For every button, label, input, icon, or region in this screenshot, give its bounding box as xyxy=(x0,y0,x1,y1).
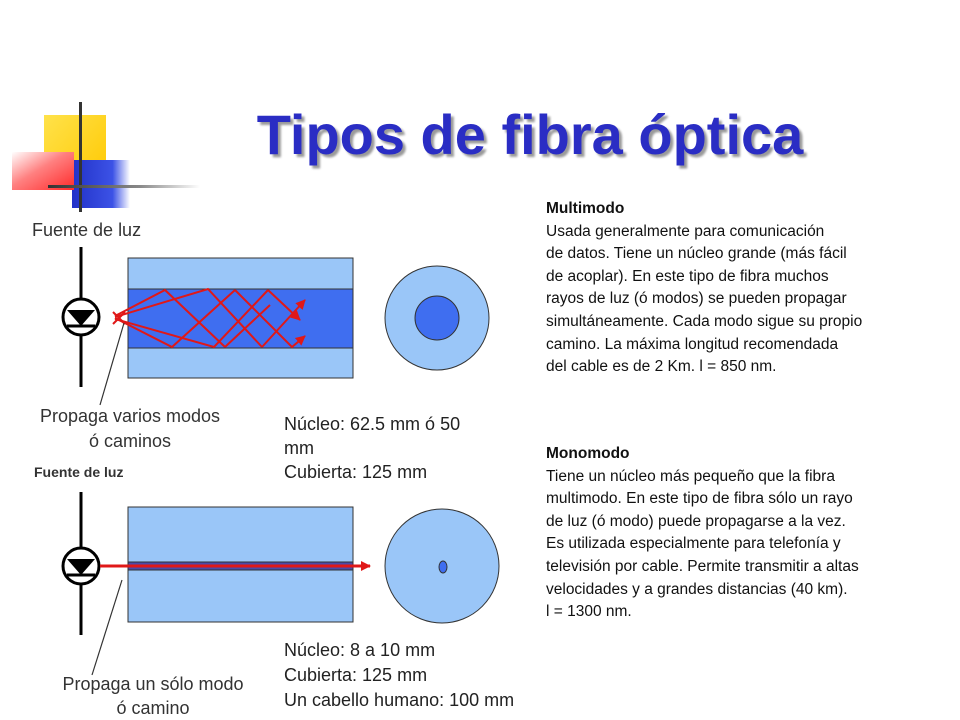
multimode-desc-line: Usada generalmente para comunicación xyxy=(546,222,825,240)
multimode-desc-line: de datos. Tiene un núcleo grande (más fácil xyxy=(546,245,847,263)
singlemode-cladding-spec: Cubierta: 125 mm xyxy=(284,665,428,685)
multimode-cross-section-core xyxy=(415,296,459,340)
multimode-propagation-line1: Propaga varios modos xyxy=(39,406,221,426)
multimode-propagation-label xyxy=(30,404,230,454)
singlemode-desc-line: l = 1300 nm. xyxy=(546,603,632,621)
singlemode-desc-line: multimodo. En este tipo de fibra sólo un rayo xyxy=(546,490,853,508)
singlemode-propagation-line1: Propaga un sólo modo xyxy=(62,674,244,694)
multimode-desc-line: del cable es de 2 Km. l = 850 nm. xyxy=(546,358,777,376)
singlemode-desc-line: Es utilizada especialmente para telefonía y xyxy=(546,535,841,553)
singlemode-description xyxy=(546,443,946,624)
page-title: Tipos de fibra óptica xyxy=(256,103,804,166)
singlemode-propagation-line2: ó camino xyxy=(116,698,190,718)
singlemode-specs xyxy=(284,638,514,713)
multimode-core-spec-line1: Núcleo: 62.5 mm ó 50 xyxy=(284,414,461,434)
singlemode-cross-section-core xyxy=(439,561,447,573)
human-hair-spec: Un cabello humano: 100 mm xyxy=(284,690,515,710)
multimode-pointer-line xyxy=(100,323,124,405)
multimode-desc-line: camino. La máxima longitud recomendada xyxy=(546,335,839,353)
singlemode-propagation-label xyxy=(38,672,268,720)
multimode-desc-line: rayos de luz (ó modos) se pueden propagar xyxy=(546,290,847,308)
multimode-specs xyxy=(284,412,460,484)
singlemode-desc-line: Tiene un núcleo más pequeño que la fibra xyxy=(546,467,835,485)
multimode-cladding-spec: Cubierta: 125 mm xyxy=(284,462,428,482)
diode-icon xyxy=(63,299,99,335)
multimode-heading: Multimodo xyxy=(546,200,625,217)
multimode-core-spec-line2: mm xyxy=(284,438,314,458)
diode-icon xyxy=(63,548,99,584)
multimode-desc-line: simultáneamente. Cada modo sigue su propio xyxy=(546,312,863,330)
singlemode-source-label: Fuente de luz xyxy=(34,464,124,480)
singlemode-heading: Monomodo xyxy=(546,445,630,462)
singlemode-core-spec: Núcleo: 8 a 10 mm xyxy=(284,640,436,660)
singlemode-pointer-line xyxy=(92,580,122,675)
multimode-desc-line: de acoplar). En este tipo de fibra muchos xyxy=(546,267,829,285)
multimode-source-label: Fuente de luz xyxy=(32,220,142,240)
singlemode-desc-line: velocidades y a grandes distancias (40 km). xyxy=(546,580,848,598)
multimode-propagation-line2: ó caminos xyxy=(88,431,172,451)
multimode-description xyxy=(546,198,946,379)
singlemode-desc-line: de luz (ó modo) puede propagarse a la vez. xyxy=(546,512,846,530)
singlemode-desc-line: televisión por cable. Permite transmitir a altas xyxy=(546,557,859,575)
